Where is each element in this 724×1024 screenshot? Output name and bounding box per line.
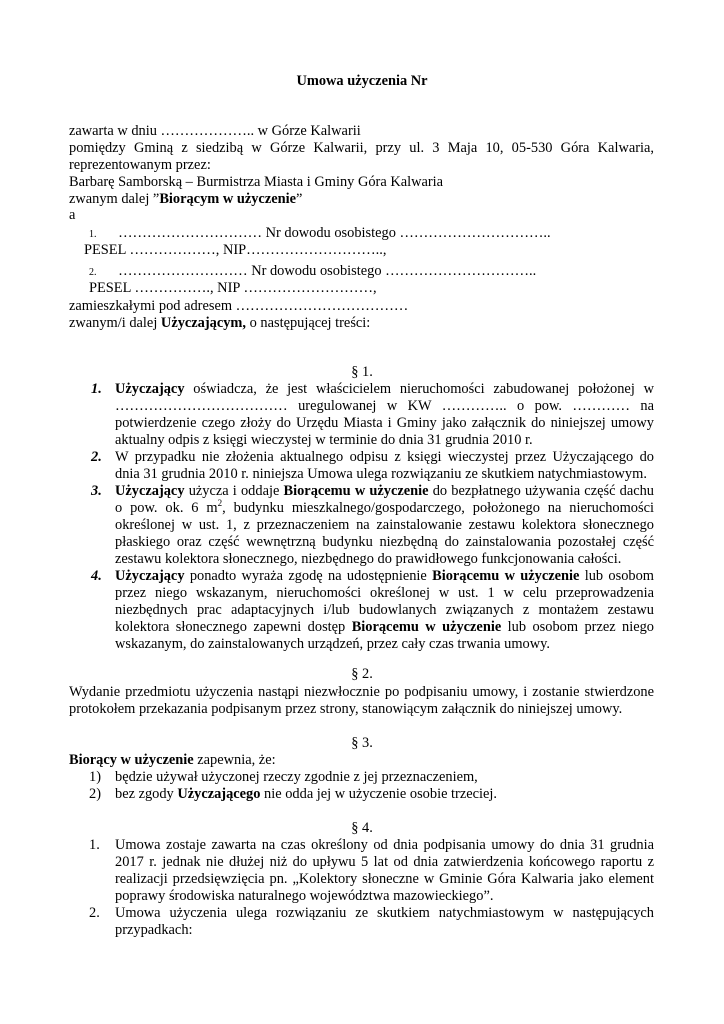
s4-item-number: 2. [89, 905, 100, 921]
s1-item-1-line: Użyczający oświadcza, że jest właścicielem nieruchomości zabudowanej położonej w [115, 381, 654, 397]
s4-item-1-line: 2017 r. jednak nie dłużej niż do upływu 5 lat od dnia zatwierdzenia końcowego raportu z [115, 854, 654, 870]
party-1: 1. ………………………… Nr dowodu osobistego ………………………….. [89, 225, 551, 241]
s2-line: Wydanie przedmiotu użyczenia nastąpi niezwłocznie po podpisaniu umowy, i zostanie stwierdzone [69, 684, 654, 700]
s3-item-2: bez zgody Użyczającego nie odda jej w użyczenie osobie trzeciej. [115, 786, 497, 802]
s4-item-1-line: realizacji przedsięwzięcia pn. „Kolektory słoneczne w Gminie Góra Kalwaria jako element [115, 871, 654, 887]
s3-item-number: 2) [89, 786, 101, 802]
s1-item-4-line: wskazanym, do zainstalowanych urządzeń, przez cały czas trwania umowy. [115, 636, 550, 652]
s1-item-number: 3. [91, 483, 102, 499]
intro-line: zawarta w dniu ……………….. w Górze Kalwarii [69, 123, 361, 139]
section-2-heading: § 2. [351, 666, 373, 682]
intro-line: Barbarę Samborską – Burmistrza Miasta i Gminy Góra Kalwaria [69, 174, 444, 190]
s1-item-1-line: ……………………………… uregulowanej w KW ………….. o pow. ………… na [115, 398, 654, 414]
s1-item-1-line: potwierdzenie czego złoży do Urzędu Miasta i Gminy jako załącznik do niniejszej umowy [115, 415, 654, 431]
party-2: 2. ……………………… Nr dowodu osobistego ………………………….. [89, 263, 537, 279]
s4-item-2-line: Umowa użyczenia ulega rozwiązaniu ze skutkiem natychmiastowym w następujących [115, 905, 654, 921]
s2-line: protokołem przekazania podpisanym przez strony, stanowiącym załącznik do niniejszej umowy. [69, 701, 623, 717]
s1-item-1-line: aktualny odpis z księgi wieczystej w terminie do dnia 31 grudnia 2010 r. [115, 432, 533, 448]
party-1-ids: PESEL ………………, NIP……………………….., [84, 242, 387, 258]
s3-item-number: 1) [89, 769, 101, 785]
document-title: Umowa użyczenia Nr [296, 73, 428, 89]
s1-item-3-line: określonej w ust. 1, z przeznaczeniem na zainstalowanie zestawu kolektora słonecznego [115, 517, 654, 533]
s3-item-1: będzie używał użyczonej rzeczy zgodnie z jej przeznaczeniem, [115, 769, 478, 785]
s1-item-3-line: zestawu kolektora słonecznego, niezbędnego do prawidłowego funkcjonowania całości. [115, 551, 622, 567]
s4-item-2-line: przypadkach: [115, 922, 193, 938]
intro-line: zwanym dalej ”Biorącym w użyczenie” [69, 191, 303, 207]
intro-line: pomiędzy Gminą z siedzibą w Górze Kalwarii, przy ul. 3 Maja 10, 05-530 Góra Kalwaria, [69, 140, 654, 156]
s1-item-2-line: W przypadku nie złożenia aktualnego odpisu z księgi wieczystej przez Użyczającego do [115, 449, 654, 465]
intro-line: reprezentowanym przez: [69, 157, 211, 173]
s1-item-number: 1. [91, 381, 102, 397]
section-1-heading: § 1. [351, 364, 373, 380]
parties-address: zamieszkałymi pod adresem ……………………………… [69, 298, 409, 314]
s1-item-4-line: przez niego wskazanym, nieruchomości określonej w ust. 1 w celu przeprowadzenia [115, 585, 654, 601]
s1-item-number: 4. [91, 568, 102, 584]
s1-item-3-line: Użyczający użycza i oddaje Biorącemu w użyczenie do bezpłatnego używania część dachu [115, 483, 654, 499]
parties-called: zwanym/i dalej Użyczającym, o następującej treści: [69, 315, 371, 331]
s4-item-1-line: Umowa zostaje zawarta na czas określony od dnia podpisania umowy do dnia 31 grudnia [115, 837, 654, 853]
s1-item-3-line: płaskiego oraz część wewnętrzną budynku niezbędną do zainstalowania pozostałej część [115, 534, 654, 550]
s1-item-4-line: niezbędnych prac adaptacyjnych i/lub budowlanych związanych z montażem zestawu [115, 602, 654, 618]
s4-item-1-line: poprawy środowiska naturalnego województwa mazowieckiego”. [115, 888, 494, 904]
s1-item-2-line: dnia 31 grudnia 2010 r. niniejsza Umowa ulega rozwiązaniu ze skutkiem natychmiastowym. [115, 466, 647, 482]
intro-line: a [69, 207, 76, 223]
s1-item-4-line: Użyczający ponadto wyraża zgodę na udostępnienie Biorącemu w użyczenie lub osobom [115, 568, 654, 584]
s3-line: Biorący w użyczenie zapewnia, że: [69, 752, 276, 768]
party-2-ids: PESEL ……………., NIP ………………………, [89, 280, 377, 296]
section-4-heading: § 4. [351, 820, 373, 836]
s1-item-3-line: o pow. ok. 6 $m^2$, budynku mieszkalnego/gospodarczego, położonego na nieruchomości [115, 498, 654, 516]
s4-item-number: 1. [89, 837, 100, 853]
s1-item-4-line: kolektora słonecznego zapewni dostęp Biorącemu w użyczenie lub osobom przez niego [115, 619, 655, 635]
section-3-heading: § 3. [351, 735, 373, 751]
s1-item-number: 2. [91, 449, 102, 465]
